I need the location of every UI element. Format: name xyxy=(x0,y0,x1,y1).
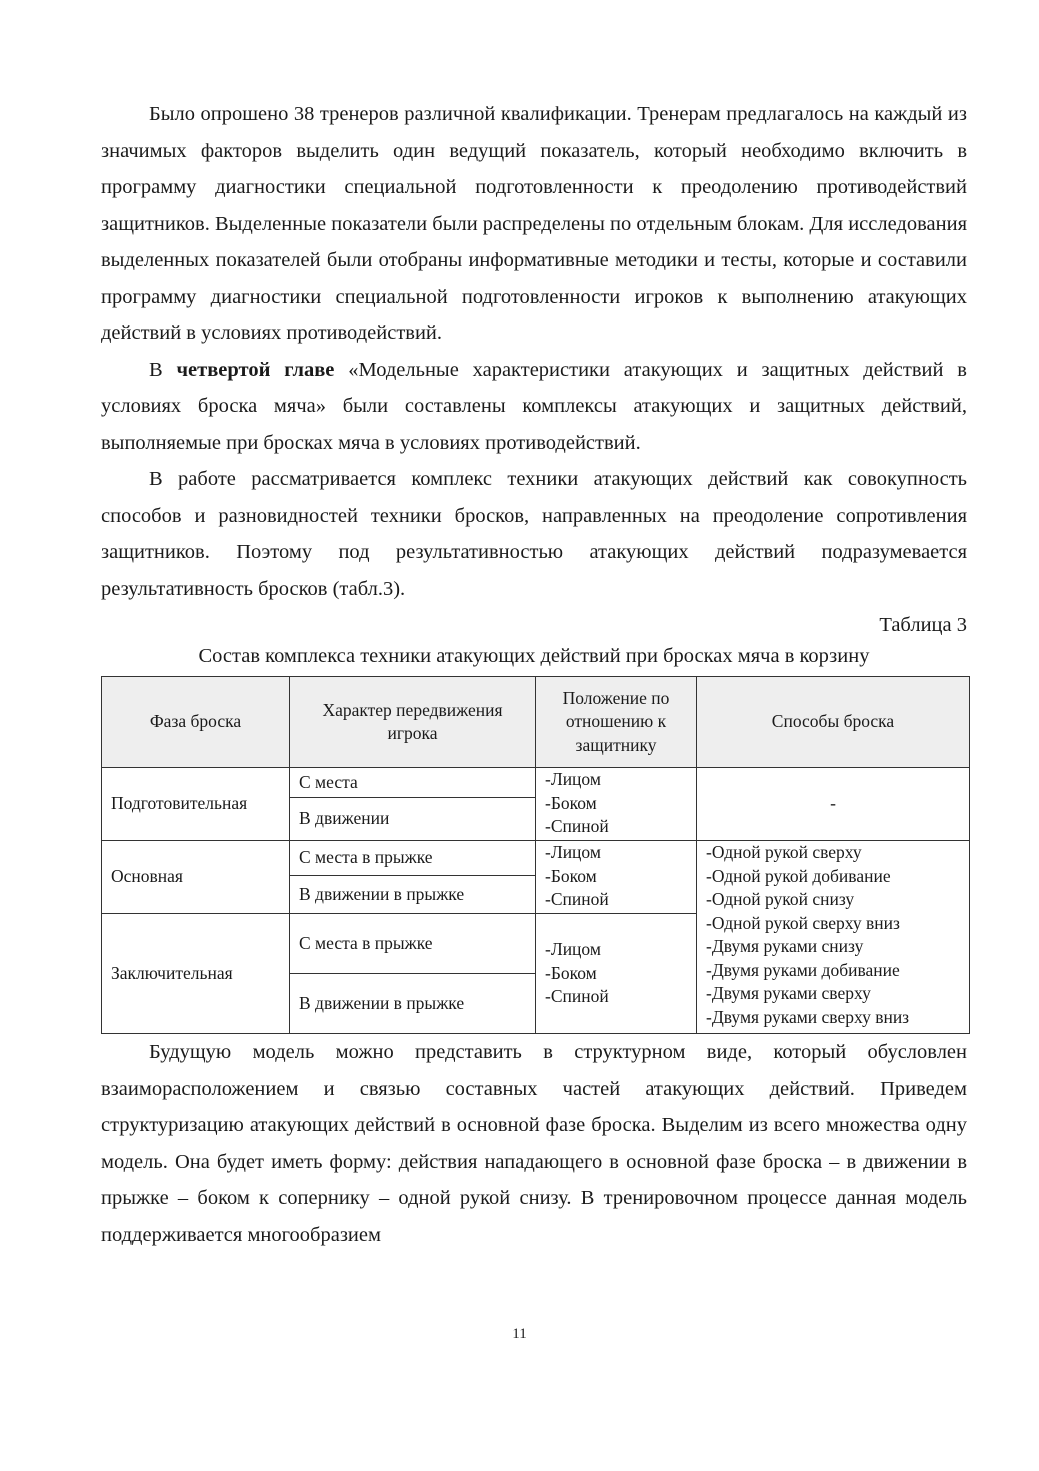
method-item: -Одной рукой добивание xyxy=(706,865,891,886)
table-number: Таблица 3 xyxy=(879,614,967,636)
method-item: -Двумя руками добивание xyxy=(706,959,900,980)
position-cell xyxy=(536,841,697,914)
method-item: -Одной рукой сверху xyxy=(706,842,862,862)
method-item: -Двумя руками сверху xyxy=(706,983,871,1003)
header-phase: Фаза броска xyxy=(102,677,290,768)
composition-table xyxy=(101,676,970,1034)
method-item: -Двумя руками сверху вниз xyxy=(706,1006,910,1027)
table-row xyxy=(102,768,970,798)
position-cell xyxy=(536,768,697,841)
movement-cell: С места в прыжке xyxy=(290,841,536,876)
table-title: Состав комплекса техники атакующих действий при бросках мяча в корзину xyxy=(198,645,870,667)
position-side: -Боком xyxy=(545,792,597,813)
position-back: -Спиной xyxy=(545,816,609,836)
methods-cell xyxy=(697,841,970,1034)
paragraph-model: Будущую модель можно представить в структурном виде, который обусловлен взаиморасположением и связью составных частей атакующих действий. Приведем структуризацию атакующих действий в основной фазе броска. Выделим из всего множества одну модель. Она будет иметь форму: действия нападающего в основной фазе броска – в движении в прыжке – боком к сопернику – одной рукой снизу. В тренировочном процессе данная модель поддерживается многообразием xyxy=(101,1041,967,1246)
method-item: -Двумя руками снизу xyxy=(706,936,864,956)
position-face: -Лицом xyxy=(545,939,601,960)
paragraph-work: В работе рассматривается комплекс техники атакующих действий как совокупность способов и разновидностей техники бросков, направленных на преодоление сопротивления защитников. Поэтому под результативностью атакующих действий подразумевается результативность бросков (табл.3). xyxy=(101,468,967,600)
document-page xyxy=(101,96,967,1253)
phase-cell: Подготовительная xyxy=(102,768,290,841)
position-back: -Спиной xyxy=(545,889,609,909)
method-item: -Одной рукой сверху вниз xyxy=(706,912,900,933)
position-back: -Спиной xyxy=(545,986,609,1007)
paragraph-chapter-four xyxy=(101,352,967,462)
position-face: -Лицом xyxy=(545,769,601,789)
position-side: -Боком xyxy=(545,962,597,983)
chapter-rest: «Модельные характеристики атакующих и защитных действий в условиях броска мяча» были составлены комплексы атакующих и защитных действий, выполняемые при бросках мяча в условиях противодействий. xyxy=(101,358,967,454)
table-header-row xyxy=(102,677,970,768)
chapter-bold-text: четвертой главе xyxy=(176,358,335,381)
method-item: -Одной рукой снизу xyxy=(706,889,855,909)
header-position: Положение по отношению к защитнику xyxy=(536,677,697,768)
position-face: -Лицом xyxy=(545,842,601,862)
header-methods: Способы броска xyxy=(697,677,970,768)
table-row xyxy=(102,841,970,876)
movement-cell: В движении в прыжке xyxy=(290,974,536,1034)
movement-cell: С места xyxy=(290,768,536,798)
phase-cell: Заключительная xyxy=(102,914,290,1034)
page-number: 11 xyxy=(512,1326,527,1342)
movement-cell: С места в прыжке xyxy=(290,914,536,974)
movement-cell: В движении в прыжке xyxy=(290,876,536,914)
paragraph-survey: Было опрошено 38 тренеров различной квалификации. Тренерам предлагалось на каждый из значимых факторов выделить один ведущий показатель, который необходимо включить в программу диагностики специальной подготовленности к преодолению противодействий защитников. Выделенные показатели были распределены по отдельным блокам. Для исследования выделенных показателей были отобраны информативные методики и тесты, которые и составили программу диагностики специальной подготовленности игроков к выполнению атакующих действий в условиях противодействий. xyxy=(101,103,967,344)
chapter-prefix: В xyxy=(149,358,177,381)
header-movement: Характер передвижения игрока xyxy=(290,677,536,768)
movement-cell: В движении xyxy=(290,798,536,841)
position-side: -Боком xyxy=(545,865,597,886)
position-cell xyxy=(536,914,697,1034)
methods-cell-empty: - xyxy=(697,768,970,841)
phase-cell: Основная xyxy=(102,841,290,914)
